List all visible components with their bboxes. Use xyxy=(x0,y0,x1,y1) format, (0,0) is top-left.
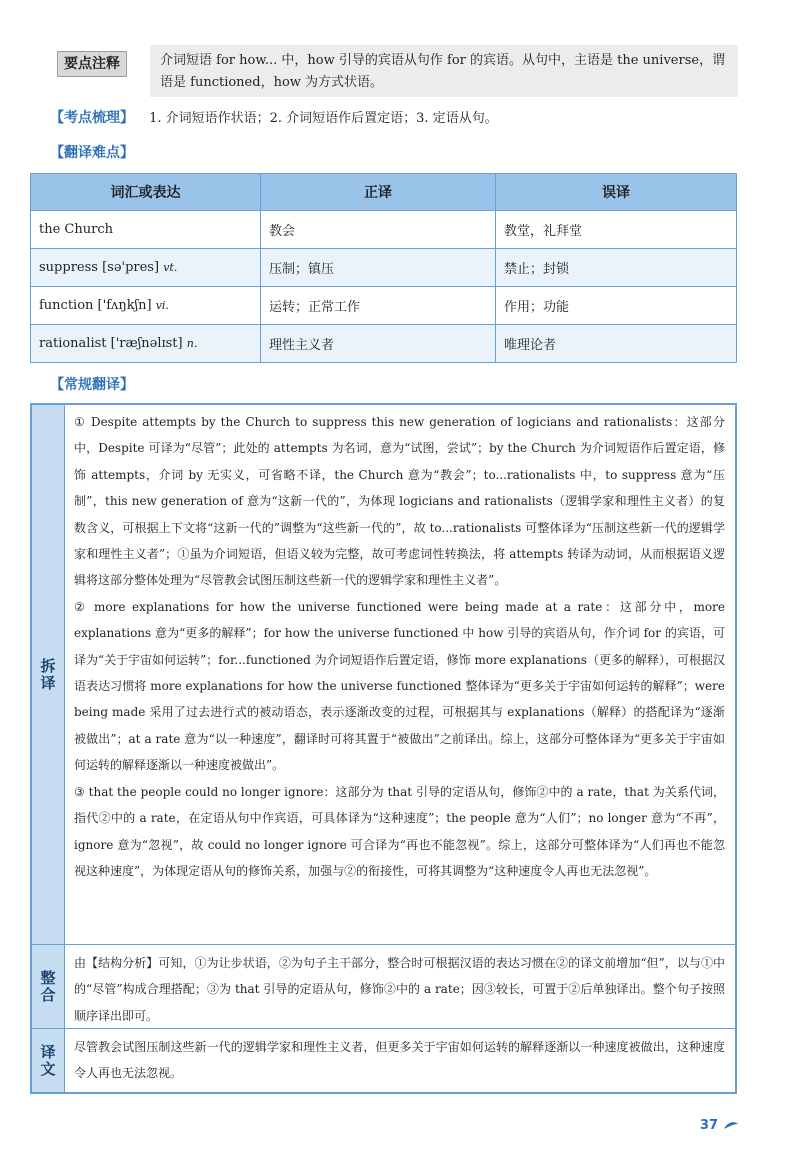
chaiyi-content xyxy=(74,409,725,884)
table-header-row xyxy=(31,174,737,211)
correct-cell: 教会 xyxy=(261,211,496,249)
side-label-zhenghe: 整合 xyxy=(32,945,65,1028)
kaodian-row xyxy=(50,107,740,127)
correct-cell: 压制；镇压 xyxy=(261,249,496,287)
analysis-box xyxy=(30,403,737,1094)
side-label-yiwen: 译文 xyxy=(32,1029,65,1092)
note-text: 介词短语 for how... 中，how 引导的宾语从句作 for 的宾语。从句中，主语是 the universe，谓语是 functioned，how 为方式状语。 xyxy=(150,45,738,97)
divider xyxy=(32,944,735,945)
table-row xyxy=(31,249,737,287)
note-tag: 要点注释 xyxy=(57,51,127,77)
wrong-cell: 禁止；封锁 xyxy=(496,249,737,287)
table-row xyxy=(31,287,737,325)
term-text: the Church xyxy=(39,222,113,237)
term-text: rationalist ['ræʃnəlɪst] xyxy=(39,336,183,351)
term-text: suppress [sə'pres] xyxy=(39,260,160,275)
chaiyi-paragraph-2: ② more explanations for how the universe functioned were being made at a rate：这部分中，more explanations 意为“更多的解释”；for how the universe functioned 中 how 引导的宾语从句，作介词 for 的宾语，可译为“关于宇宙如何运转”；for...functioned 为介词短语作后置定语，修饰 more explanations（更多的解释），可根据汉语表达习惯将 more explanations for how the universe functioned 整体译为“更多关于宇宙如何运转的解释”；were being made 采用了过去进行式的被动语态，表示逐渐改变的过程，可根据其与 explanations（解释）的搭配译为“逐渐被做出”；at a rate 意为“以一种速度”，翻译时可将其置于“被做出”之前译出。综上，这部分可整体译为“更多关于宇宙如何运转的解释逐渐以一种速度被做出”。 xyxy=(74,599,725,773)
wrong-cell: 作用；功能 xyxy=(496,287,737,325)
terms-table xyxy=(30,173,737,363)
term-pos: vi. xyxy=(155,299,169,312)
leaf-icon xyxy=(723,1121,739,1131)
chaiyi-paragraph-1: ① Despite attempts by the Church to suppress this new generation of logicians and rationalists：这部分中，Despite 可译为“尽管”；此处的 attempts 为名词，意为“试图，尝试”；by the Church 为介词短语作后置定语，修饰 attempts，介词 by 无实义，可省略不译，the Church 意为“教会”；to...rationalists 中，to suppress 意为“压制”，this new generation of 意为“这新一代的”，为体现 logicians and rationalists（逻辑学家和理性主义者）的复数含义，可根据上下文将“这新一代的”调整为“这些新一代的”，故 to...rationalists 可整体译为“压制这些新一代的逻辑学家和理性主义者”；①虽为介词短语，但语义较为完整，故可考虑词性转换法，将 attempts 转译为动词，从而根据语义逻辑将这部分整体处理为“尽管教会试图压制这些新一代的逻辑学家和理性主义者”。 xyxy=(74,415,725,588)
term-cell xyxy=(31,325,261,363)
chaiyi-paragraph-3: ③ that the people could no longer ignore：这部分为 that 引导的定语从句，修饰②中的 a rate，that 为关系代词，指代②中的 a rate，在定语从句中作宾语，可具体译为“这种速度”；the people 意为“人们”；no longer 意为“不再”，ignore 意为“忽视”，故 could no longer ignore 可合译为“再也不能忽视”。综上，这部分可整体译为“人们再也不能忽视这种速度”，为体现定语从句的修饰关系，加强与②的衔接性，可将其调整为“这种速度令人再也无法忽视”。 xyxy=(74,784,725,878)
col-header-term: 词汇或表达 xyxy=(31,174,261,211)
yiwen-content: 尽管教会试图压制这些新一代的逻辑学家和理性主义者，但更多关于宇宙如何运转的解释逐渐以一种速度被做出，这种速度令人再也无法忽视。 xyxy=(74,1040,725,1080)
term-cell xyxy=(31,249,261,287)
wrong-cell: 教堂，礼拜堂 xyxy=(496,211,737,249)
col-header-wrong: 误译 xyxy=(496,174,737,211)
zhenghe-content: 由【结构分析】可知，①为让步状语，②为句子主干部分，整合时可根据汉语的表达习惯在②的译文前增加“但”，以与①中的“尽管”构成合理搭配；③为 that 引导的定语从句，修饰②中的 a rate；因③较长，可置于②后单独译出。整个句子按照顺序译出即可。 xyxy=(74,956,725,1023)
kaodian-text: 1. 介词短语作状语；2. 介词短语作后置定语；3. 定语从句。 xyxy=(149,111,498,126)
wrong-cell: 唯理论者 xyxy=(496,325,737,363)
table-row xyxy=(31,325,737,363)
term-pos: n. xyxy=(186,337,198,350)
side-label-chaiyi: 拆译 xyxy=(32,405,65,944)
table-row xyxy=(31,211,737,249)
changgui-label: 【常规翻译】 xyxy=(50,377,134,393)
term-cell xyxy=(31,287,261,325)
divider xyxy=(32,1028,735,1029)
correct-cell: 理性主义者 xyxy=(261,325,496,363)
kaodian-label: 【考点梳理】 xyxy=(50,110,134,126)
term-cell xyxy=(31,211,261,249)
fanyi-nandian-label: 【翻译难点】 xyxy=(50,145,134,161)
term-text: function ['fʌŋkʃn] xyxy=(39,298,152,313)
col-header-correct: 正译 xyxy=(261,174,496,211)
correct-cell: 运转；正常工作 xyxy=(261,287,496,325)
term-pos: vt. xyxy=(163,261,178,274)
page-number: 37 xyxy=(700,1118,719,1133)
